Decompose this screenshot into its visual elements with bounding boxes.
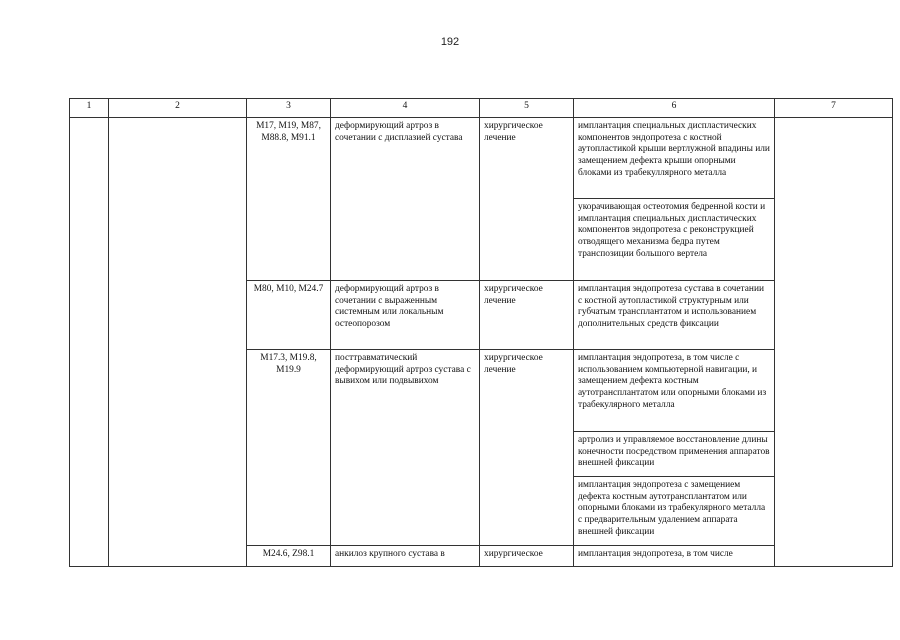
column-2-cell xyxy=(109,118,247,567)
medical-procedures-table xyxy=(69,98,893,567)
procedure-description: имплантация эндопротеза, в том числе xyxy=(574,546,775,567)
diagnosis-codes: M17.3, M19.8, M19.9 xyxy=(247,350,331,546)
table-row xyxy=(70,118,893,199)
column-header: 2 xyxy=(109,99,247,118)
diagnosis-description: анкилоз крупного сустава в xyxy=(331,546,480,567)
procedure-description: имплантация эндопротеза с замещением дефекта костным аутотрансплантатом или опорными блоками из трабекулярного металла с предварительным удалением аппарата внешней фиксации xyxy=(574,477,775,546)
diagnosis-codes: M80, M10, M24.7 xyxy=(247,281,331,350)
procedure-description: имплантация эндопротеза сустава в сочетании с костной аутопластикой структурным или губчатым трансплантатом и использованием дополнительных средств фиксации xyxy=(574,281,775,350)
procedure-description: артролиз и управляемое восстановление длины конечности посредством применения аппаратов внешней фиксации xyxy=(574,432,775,477)
treatment-type: хирургическое лечение xyxy=(480,350,574,546)
diagnosis-description: посттравматический деформирующий артроз сустава с вывихом или подвывихом xyxy=(331,350,480,546)
column-7-cell xyxy=(775,118,893,567)
column-1-cell xyxy=(70,118,109,567)
treatment-type: хирургическое лечение xyxy=(480,281,574,350)
column-header: 6 xyxy=(574,99,775,118)
page-number: 192 xyxy=(440,36,460,48)
procedure-description: имплантация эндопротеза, в том числе с использованием компьютерной навигации, и замещением дефекта костным аутотрансплантатом или опорными блоками из трабекулярного металла xyxy=(574,350,775,432)
column-header: 1 xyxy=(70,99,109,118)
procedure-description: укорачивающая остеотомия бедренной кости и имплантация специальных диспластических компонентов эндопротеза с реконструкцией отводящего механизма бедра путем транспозиции большого вертела xyxy=(574,199,775,281)
procedure-description: имплантация специальных диспластических компонентов эндопротеза с костной аутопластикой крыши вертлужной впадины или замещением дефекта крыши опорными блоками из трабекуллярного металла xyxy=(574,118,775,199)
header-row xyxy=(70,99,893,118)
diagnosis-codes: M24.6, Z98.1 xyxy=(247,546,331,567)
diagnosis-codes: M17, M19, M87, M88.8, M91.1 xyxy=(247,118,331,281)
treatment-type: хирургическое xyxy=(480,546,574,567)
column-header: 5 xyxy=(480,99,574,118)
column-header: 7 xyxy=(775,99,893,118)
treatment-type: хирургическое лечение xyxy=(480,118,574,281)
diagnosis-description: деформирующий артроз в сочетании с дисплазией сустава xyxy=(331,118,480,281)
column-header: 4 xyxy=(331,99,480,118)
column-header: 3 xyxy=(247,99,331,118)
diagnosis-description: деформирующий артроз в сочетании с выраженным системным или локальным остеопорозом xyxy=(331,281,480,350)
